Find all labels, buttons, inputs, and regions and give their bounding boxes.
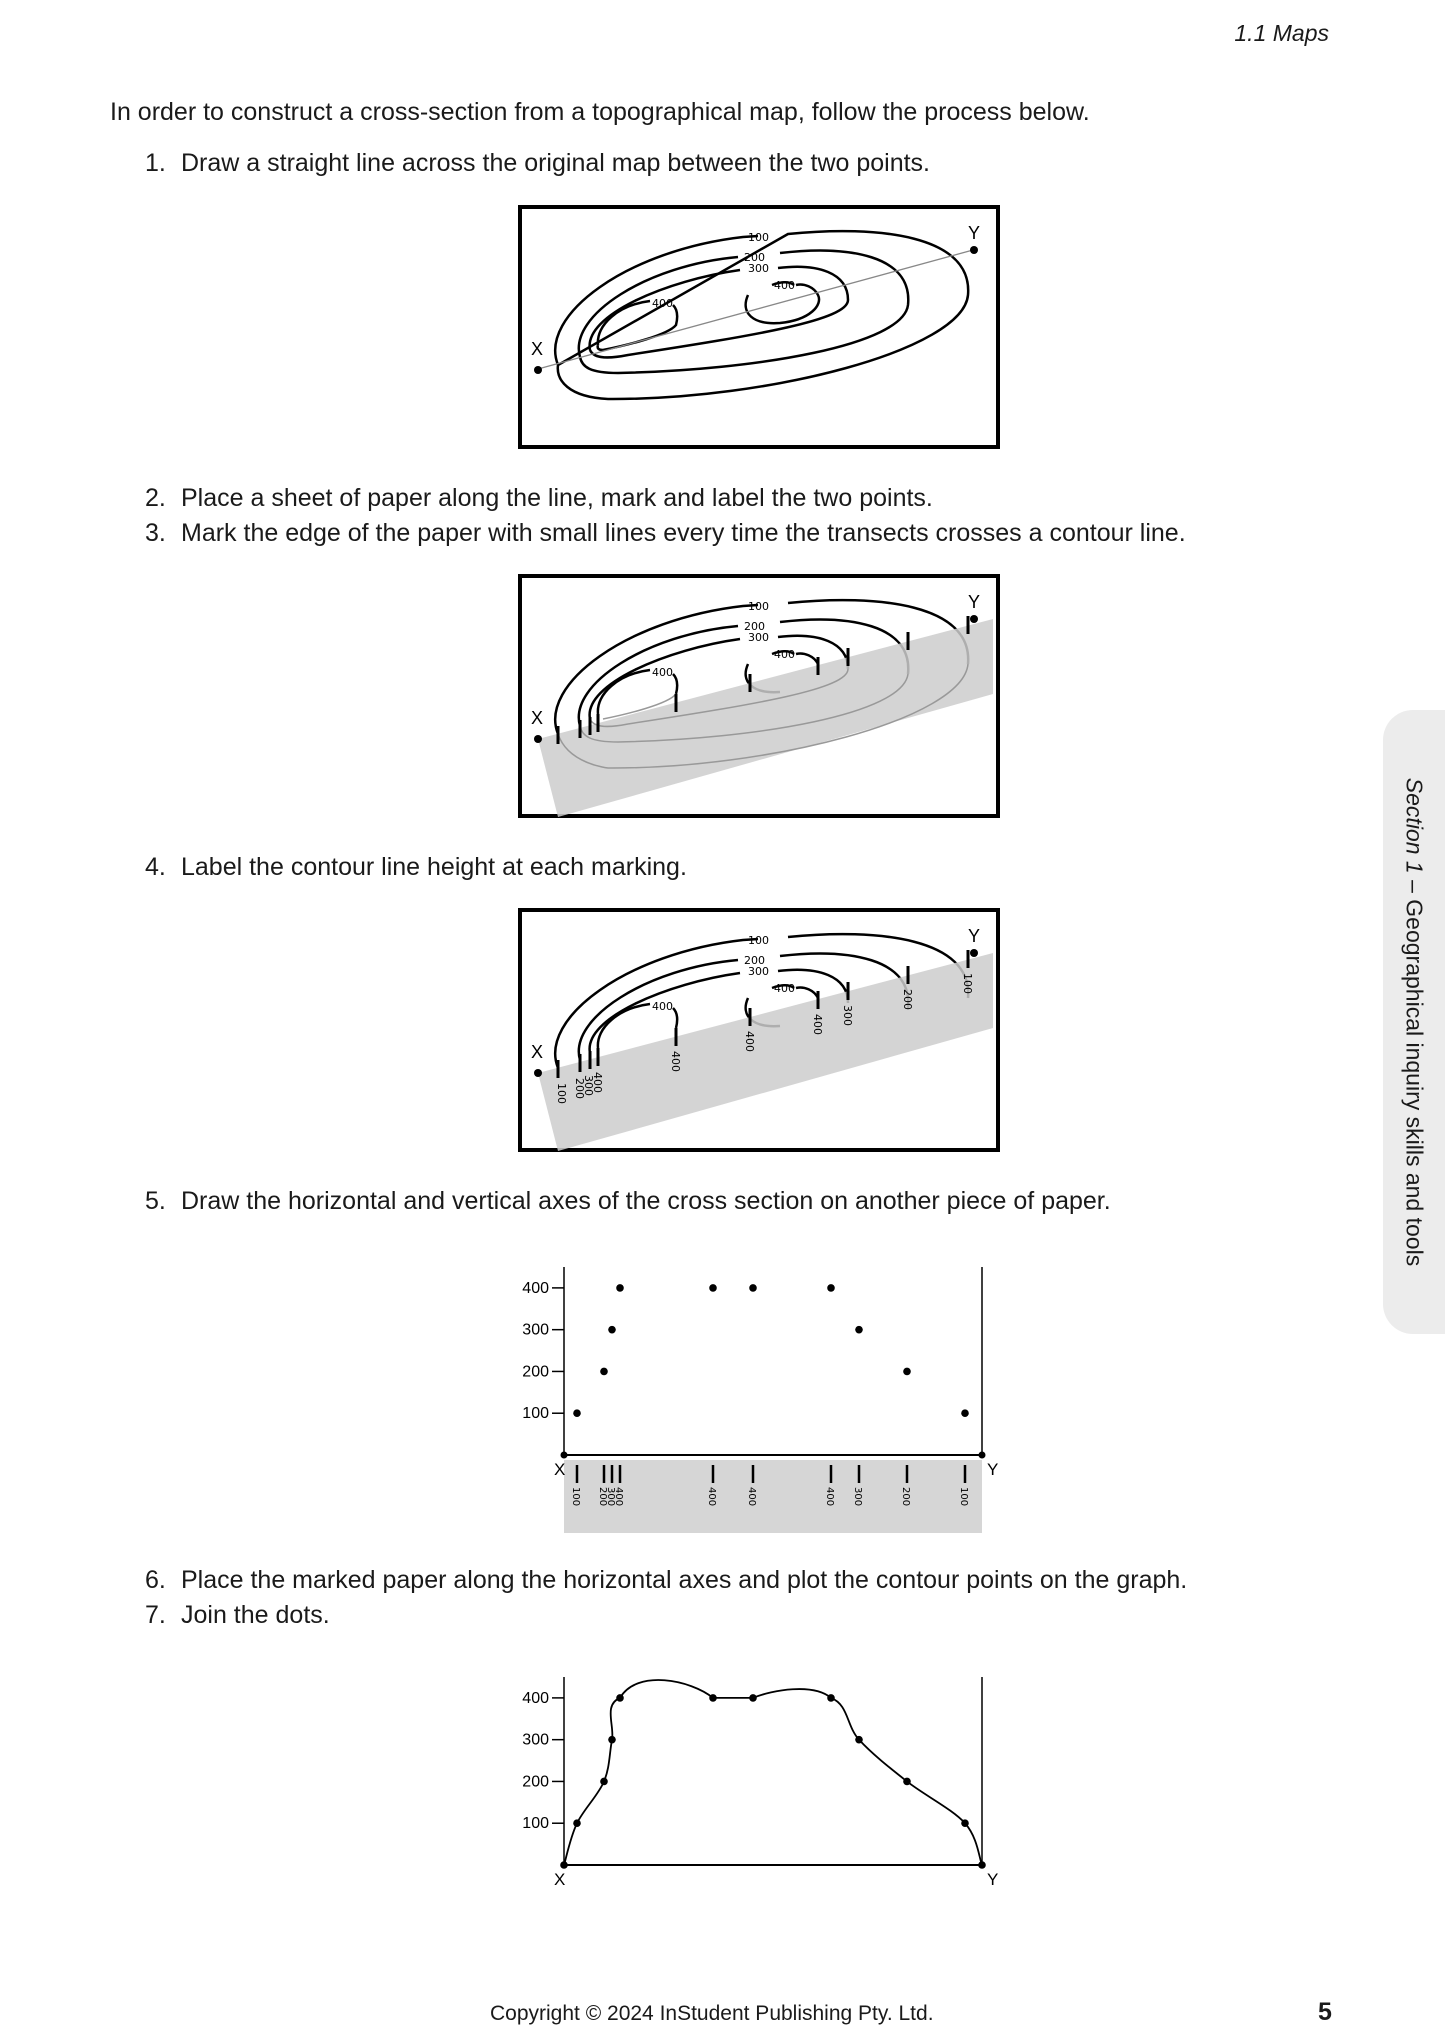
contour-label-400-right: 400 [774, 982, 795, 995]
y-tick-label: 400 [522, 1279, 549, 1297]
cross-section-curve [564, 1680, 982, 1865]
cross-section-line-chart [500, 1665, 1000, 1895]
step-text: Draw a straight line across the original map between the two points. [181, 149, 930, 177]
point-x-label: X [531, 339, 544, 359]
data-point [978, 1861, 986, 1869]
step-6 [145, 1566, 1187, 1595]
data-point [608, 1326, 616, 1334]
data-point [573, 1409, 581, 1417]
x-end-dot [979, 1452, 986, 1459]
contour-label-300: 300 [748, 631, 769, 644]
step-3 [145, 519, 1186, 548]
paper-mark-label: 200 [573, 1078, 586, 1099]
data-point [749, 1284, 757, 1292]
contour-label-400-left: 400 [652, 1000, 673, 1013]
paper-strip [564, 1460, 982, 1533]
point-y-dot [970, 949, 978, 957]
point-y-label: Y [968, 223, 981, 243]
paper-mark-label: 400 [811, 1014, 824, 1035]
copyright-footer: Copyright © 2024 InStudent Publishing Pty. Ltd. [490, 2002, 934, 2025]
x-start-dot [561, 1452, 568, 1459]
y-tick-label: 100 [522, 1405, 549, 1423]
step-text: Label the contour line height at each marking. [181, 853, 687, 881]
step-7 [145, 1601, 330, 1630]
page-number: 5 [1318, 1998, 1332, 2026]
step-number: 4. [145, 853, 166, 881]
data-point [560, 1861, 568, 1869]
contour-label-100: 100 [748, 934, 769, 947]
map-figure-1 [518, 205, 1000, 449]
data-point [855, 1326, 863, 1334]
section-number: Section 1 [1401, 777, 1428, 874]
paper-tick-label: 100 [570, 1487, 581, 1507]
contour-label-100: 100 [748, 600, 769, 613]
contour-label-100: 100 [748, 231, 769, 244]
section-title: Geographical inquiry skills and tools [1401, 899, 1428, 1267]
paper-mark-label: 400 [591, 1072, 604, 1093]
step-text: Join the dots. [181, 1601, 330, 1629]
paper-tick-label: 200 [597, 1487, 608, 1507]
y-tick-label: 300 [522, 1731, 549, 1749]
x-start-label: X [554, 1460, 566, 1479]
data-point [961, 1819, 969, 1827]
step-4 [145, 853, 687, 882]
y-tick-label: 300 [522, 1321, 549, 1339]
chart-layer [522, 1677, 998, 1889]
data-point [903, 1778, 911, 1786]
paper-tick-label: 400 [824, 1487, 835, 1507]
y-tick-label: 200 [522, 1773, 549, 1791]
step-number: 1. [145, 149, 166, 177]
paper-mark-label: 100 [555, 1083, 568, 1104]
step-number: 3. [145, 519, 166, 547]
data-point [616, 1284, 624, 1292]
point-y-dot [970, 246, 978, 254]
data-point [709, 1694, 717, 1702]
paper-mark-label: 300 [841, 1005, 854, 1026]
point-y-dot [970, 615, 978, 623]
data-point [600, 1368, 608, 1376]
data-point [749, 1694, 757, 1702]
data-point [573, 1819, 581, 1827]
map-figure-2 [518, 574, 1000, 818]
cross-section-axes-chart [500, 1255, 1000, 1535]
intro-text: In order to construct a cross-section from a topographical map, follow the process below. [110, 98, 1090, 126]
step-text: Place a sheet of paper along the line, mark and label the two points. [181, 484, 933, 512]
paper-mark-label: 300 [582, 1075, 595, 1096]
point-x-label: X [531, 708, 544, 728]
step-text: Mark the edge of the paper with small lines every time the transects crosses a contour line. [181, 519, 1186, 547]
contour-label-400-left: 400 [652, 297, 673, 310]
point-x-dot [534, 735, 542, 743]
running-head: 1.1 Maps [1234, 20, 1329, 46]
step-text: Place the marked paper along the horizontal axes and plot the contour points on the graph. [181, 1566, 1188, 1594]
paper-tick-label: 100 [958, 1487, 969, 1507]
data-point [961, 1409, 969, 1417]
contour-label-400-left: 400 [652, 666, 673, 679]
x-end-label: Y [987, 1460, 999, 1479]
section-dash: – [1401, 873, 1428, 900]
paper-tick-label: 400 [613, 1487, 624, 1507]
section-tab [1383, 710, 1445, 1334]
paper-tick-label: 400 [746, 1487, 757, 1507]
map-figure-3 [518, 908, 1000, 1152]
paper-tick-label: 400 [706, 1487, 717, 1507]
data-point [616, 1694, 624, 1702]
point-x-dot [534, 366, 542, 374]
step-5 [145, 1187, 1111, 1216]
point-y-label: Y [968, 592, 981, 612]
data-point [600, 1778, 608, 1786]
step-number: 6. [145, 1566, 166, 1594]
data-point [709, 1284, 717, 1292]
step-2 [145, 484, 933, 513]
paper-tick-label: 200 [900, 1487, 911, 1507]
paper-mark-label: 100 [961, 973, 974, 994]
step-number: 5. [145, 1187, 166, 1215]
paper-mark-label: 400 [669, 1051, 682, 1072]
data-point [827, 1694, 835, 1702]
step-number: 2. [145, 484, 166, 512]
section-tab-text [1401, 710, 1428, 1334]
paper-tick-label: 300 [605, 1487, 616, 1507]
step-number: 7. [145, 1601, 166, 1629]
data-point [903, 1368, 911, 1376]
contour-label-300: 300 [748, 262, 769, 275]
contour-label-300: 300 [748, 965, 769, 978]
data-point [608, 1736, 616, 1744]
contour-label-200: 200 [744, 620, 765, 633]
x-start-label: X [554, 1870, 566, 1889]
x-end-label: Y [987, 1870, 999, 1889]
contour-label-200: 200 [744, 954, 765, 967]
y-tick-label: 100 [522, 1815, 549, 1833]
data-point [855, 1736, 863, 1744]
paper-mark-label: 200 [901, 989, 914, 1010]
step-text: Draw the horizontal and vertical axes of the cross section on another piece of paper. [181, 1187, 1111, 1215]
point-y-label: Y [968, 926, 981, 946]
paper-mark-label: 400 [743, 1031, 756, 1052]
contour-label-400-right: 400 [774, 279, 795, 292]
contour-label-400-right: 400 [774, 648, 795, 661]
data-point [827, 1284, 835, 1292]
step-1 [145, 149, 930, 178]
y-tick-label: 400 [522, 1689, 549, 1707]
point-x-label: X [531, 1042, 544, 1062]
paper-tick-label: 300 [852, 1487, 863, 1507]
point-x-dot [534, 1069, 542, 1077]
y-tick-label: 200 [522, 1363, 549, 1381]
contour-label-200: 200 [744, 251, 765, 264]
